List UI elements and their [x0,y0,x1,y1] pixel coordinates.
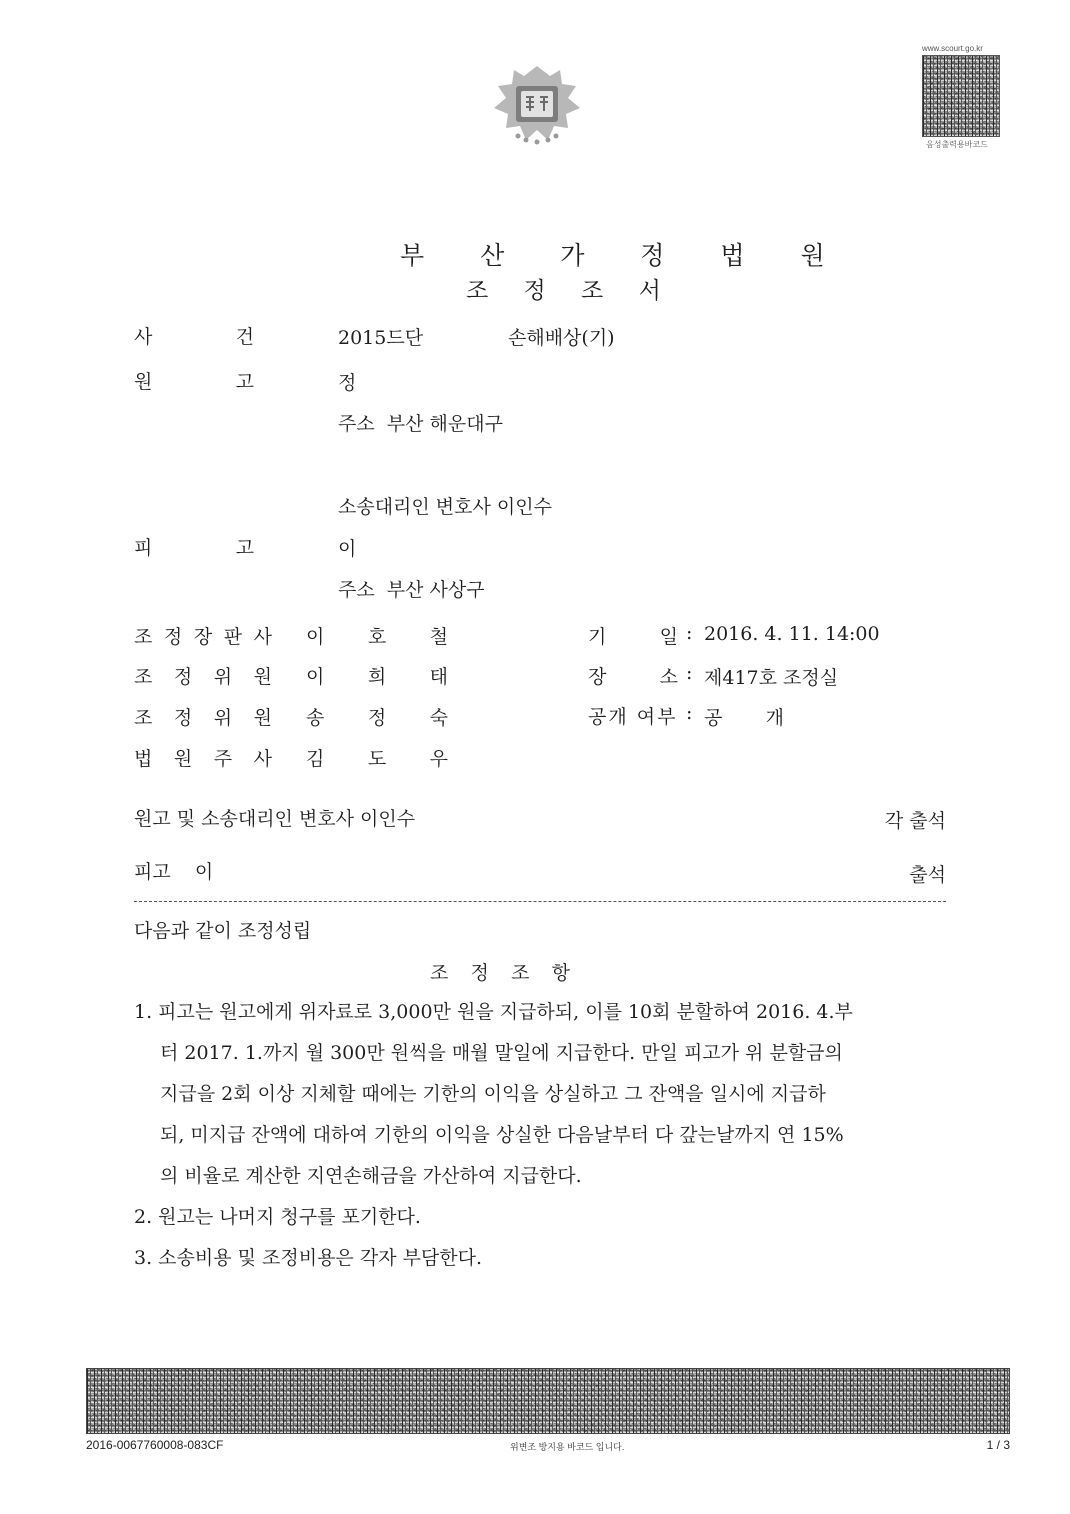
staff-name: 김 도 우 [306,748,448,770]
document-title: 조 정 조 서 [466,278,675,304]
barcode-caption: 위변조 방지용 바코드 입니다. [510,1442,625,1452]
section-title: 조 정 조 항 [430,962,570,984]
dashed-divider [134,901,946,902]
anti-forgery-barcode [86,1368,1010,1434]
case-number: 2015드단 [338,327,424,349]
plaintiff-name: 정 [338,372,357,394]
settlement-item: 1. 피고는 원고에게 위자료로 3,000만 원을 지급하되, 이를 10회 분할하여 2016. 4.부 터 2017. 1.까지 월 300만 원씩을 매월 말일에 지급한다. 만일 피고가 위 분할금의 지급을 2회 이상 지체할 때에는 기한의 이익을 상실하고 그 잔액을 일시에 지급하 되, 미지급 잔액에 대하여 기한의 이익을 상실한 다음날부터 다 갚는날까지 연 15% 의 비율로 계산한 지연손해금을 가산하여 지급한다. [134,1001,853,1187]
case-name: 손해배상(기) [508,327,615,349]
staff-title: 법 원 주 사 [134,748,272,770]
date-colon: : [686,622,693,644]
defendant-name: 이 [338,538,357,560]
place-label: 장 소 [588,666,678,688]
public-label: 공개 여부 [588,706,678,728]
settlement-item: 3. 소송비용 및 조정비용은 각자 부담한다. [134,1247,483,1269]
attendance-who: 원고 및 소송대리인 변호사 이인수 [134,808,416,830]
defendant-label: 피 고 [134,537,254,559]
attendance-status: 각 출석 [884,810,946,832]
qr-caption-top: www.scourt.go.kr [922,44,983,53]
attendance-status: 출석 [909,864,946,886]
place-colon: : [686,662,693,684]
staff-title: 조 정 위 원 [134,666,272,688]
qr-caption-bottom: 음성출력용바코드 [926,140,988,149]
voice-output-barcode [922,55,1000,137]
staff-title: 조 정 위 원 [134,707,272,729]
session-place: 제417호 조정실 [704,667,839,689]
staff-name: 송 정 숙 [306,707,448,729]
staff-name: 이 호 철 [306,626,448,648]
settlement-intro: 다음과 같이 조정성립 [134,920,312,942]
court-emblem-icon [488,62,586,146]
defendant-address: 주소 부산 사상구 [338,579,485,601]
date-label: 기 일 [588,626,678,648]
plaintiff-label: 원 고 [134,371,254,393]
court-name: 부 산 가 정 법 원 [400,241,849,270]
staff-title: 조 정 장 판 사 [134,626,272,648]
settlement-item: 2. 원고는 나머지 청구를 포기한다. [134,1206,421,1228]
page-number: 1 / 3 [986,1438,1010,1452]
session-date: 2016. 4. 11. 14:00 [704,623,880,645]
document-code: 2016-0067760008-083CF [86,1438,224,1452]
staff-name: 이 희 태 [306,666,448,688]
case-label: 사 건 [134,326,254,348]
plaintiff-address: 주소 부산 해운대구 [338,413,503,435]
public-value: 공 개 [704,707,784,729]
attendance-who: 피고 이 [134,861,214,883]
public-colon: : [686,702,693,724]
plaintiff-agent: 소송대리인 변호사 이인수 [338,496,552,518]
